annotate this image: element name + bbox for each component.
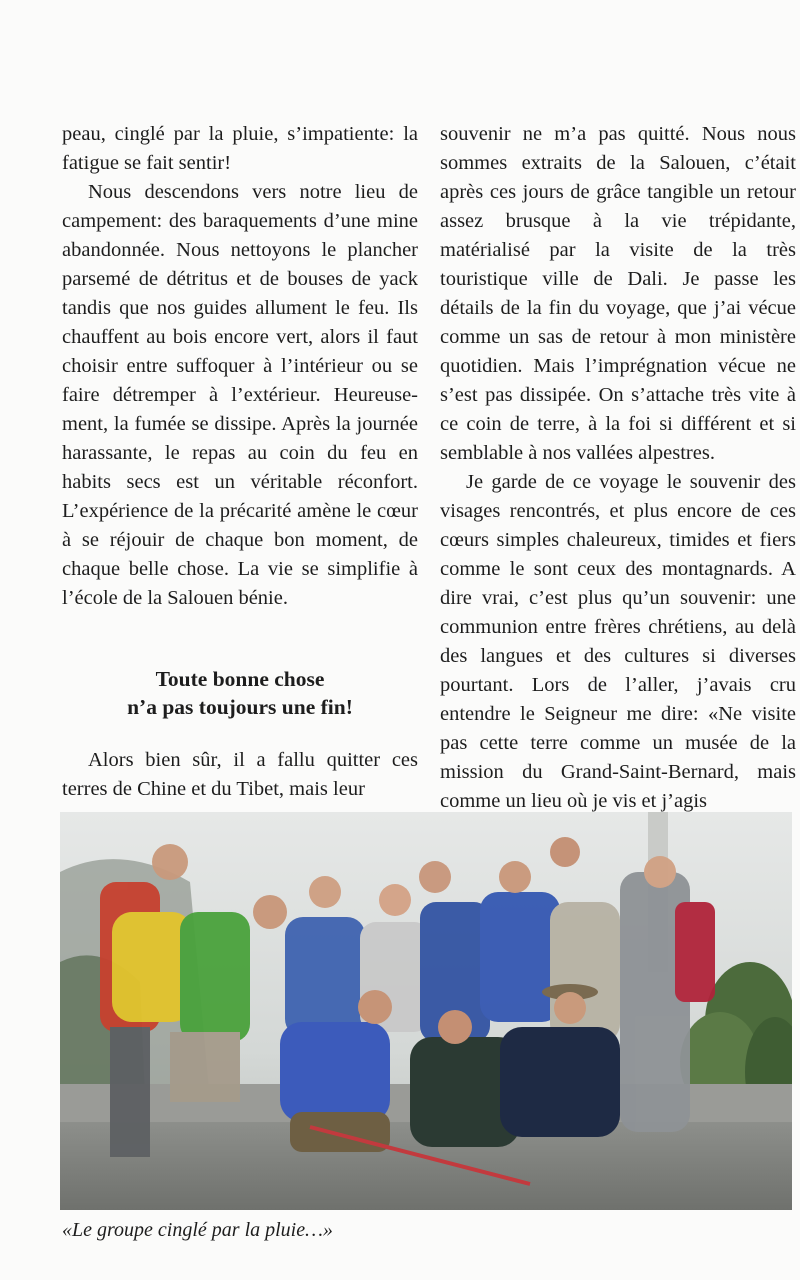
heading-line-2: n’a pas toujours une fin! bbox=[127, 695, 353, 719]
left-column bbox=[62, 120, 418, 804]
right-paragraph-1: souvenir ne m’a pas quitté. Nous nous sommes extraits de la Salouen, c’était après ces jours de grâce tangible un retour assez brusque à la vie trépidante, matérialisé par la visite de la très touristique ville de Dali. Je passe les détails de la fin du voyage, que j’ai vécue comme un sas de retour à mon ministère quotidien. Mais l’imprégnation vécue ne s’est pas dissipée. On s’attache très vite à ce coin de terre, à la foi si différent et si semblable à nos vallées alpestres. bbox=[440, 123, 796, 464]
section-heading bbox=[62, 665, 418, 721]
heading-line-1: Toute bonne chose bbox=[155, 667, 325, 691]
right-column bbox=[440, 120, 796, 816]
left-paragraph-1: peau, cinglé par la pluie, s’impatiente: la fatigue se fait sentir! bbox=[62, 123, 418, 174]
left-paragraph-2: Nous descendons vers notre lieu de campement: des baraquements d’une mine abandonnée. Nous nettoyons le plancher parsemé de détritus et de bouses de yack tandis que nos guides allument le feu. Ils chauffent au bois encore vert, alors il faut choisir entre suffoquer à l’intérieur ou se faire détremper à l’extérieur. Heureusement, la fumée se dissipe. Après la journée harassante, le repas au coin du feu en habits secs est un véritable réconfort. L’expérience de la précarité amène le cœur à se réjouir de chaque bon moment, de chaque belle chose. La vie se simplifie à l’école de la Salouen bénie. bbox=[62, 181, 418, 609]
photo-caption: «Le groupe cinglé par la pluie…» bbox=[62, 1219, 333, 1241]
group-photo bbox=[60, 812, 792, 1210]
right-paragraph-2: Je garde de ce voyage le souvenir des visages rencontrés, et plus encore de ces cœurs simples chaleureux, timides et fiers comme le sont ceux des montagnards. A dire vrai, c’est plus qu’un souvenir: une communion entre frères chrétiens, au delà des langues et des cultures si diverses pourtant. Lors de l’aller, j’avais cru entendre le Seigneur me dire: «Ne visite pas cette terre comme un musée de la mission du Grand-Saint-Bernard, mais comme un lieu où je vis et j’agis bbox=[440, 471, 796, 812]
left-paragraph-3: Alors bien sûr, il a fallu quitter ces terres de Chine et du Tibet, mais leur bbox=[62, 749, 418, 800]
